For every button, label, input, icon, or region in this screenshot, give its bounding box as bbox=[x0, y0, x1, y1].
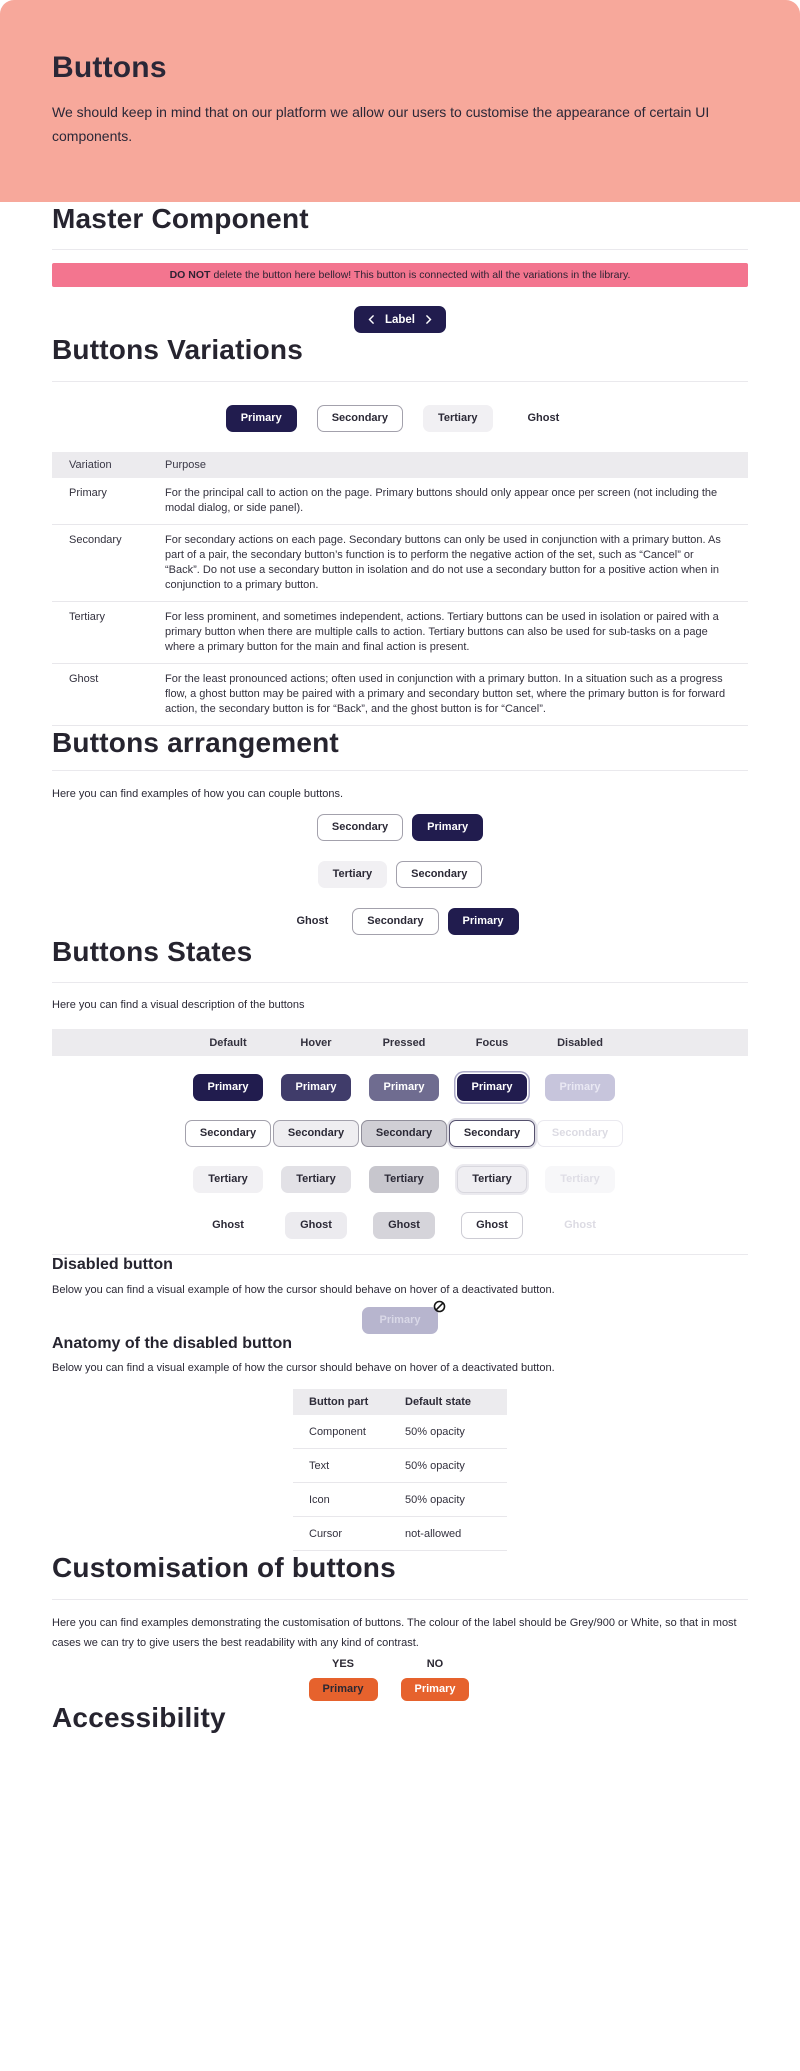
master-button-row bbox=[0, 306, 800, 333]
master-button-label: Label bbox=[384, 313, 416, 326]
customisation-heading: Customisation of buttons bbox=[52, 1552, 396, 1583]
column-header-pressed: Pressed bbox=[382, 1036, 426, 1049]
disabled-button-label: Primary bbox=[379, 1314, 421, 1326]
secondary-disabled-button[interactable]: Secondary bbox=[537, 1120, 623, 1147]
arrangement-row bbox=[318, 861, 483, 888]
not-allowed-cursor-icon bbox=[433, 1300, 446, 1313]
anatomy-description: Below you can find a visual example of how the cursor should behave on hover of a deactivated button. bbox=[52, 1362, 555, 1374]
column-header-disabled: Disabled bbox=[557, 1036, 603, 1049]
arrangement-examples bbox=[0, 814, 800, 935]
secondary-button[interactable]: Secondary bbox=[396, 861, 482, 888]
secondary-states-row bbox=[184, 1120, 800, 1146]
ghost-states-row bbox=[184, 1212, 800, 1238]
ghost-pressed-button[interactable]: Ghost bbox=[373, 1212, 435, 1239]
states-grid bbox=[184, 1074, 800, 1238]
ghost-disabled-button[interactable]: Ghost bbox=[564, 1219, 596, 1231]
arrangement-row bbox=[317, 814, 483, 841]
chevron-left-icon bbox=[367, 315, 376, 324]
variation-cell: Secondary bbox=[69, 534, 122, 546]
divider bbox=[52, 1599, 748, 1600]
purpose-cell: For less prominent, and sometimes independent, actions. Tertiary buttons can be used in isolation or paired with a primary button when there are multiple calls to action. Tertiary buttons can also be used for sub-tasks on a page where a primary button for the main and final action is present. bbox=[165, 611, 719, 653]
purpose-cell: For secondary actions on each page. Secondary buttons can only be used in conjunction with a primary button. As part of a pair, the secondary button’s function is to perform the negative action of the set, such as “Cancel” or “Back”. Do not use a secondary button in isolation and do not use a secondary button for a positive action when in conjunction to a primary button. bbox=[165, 534, 721, 591]
divider bbox=[52, 982, 748, 983]
tertiary-pressed-button[interactable]: Tertiary bbox=[369, 1166, 439, 1193]
purpose-cell: For the principal call to action on the page. Primary buttons should only appear once per screen (not including the modal dialog, or side panel). bbox=[165, 487, 718, 514]
customised-primary-button-bad[interactable]: Primary bbox=[401, 1678, 470, 1701]
tertiary-focus-button[interactable]: Tertiary bbox=[457, 1166, 527, 1193]
arrangement-row bbox=[281, 908, 518, 935]
primary-default-button[interactable]: Primary bbox=[193, 1074, 264, 1101]
disabled-button-description: Below you can find a visual example of how the cursor should behave on hover of a deactivated button. bbox=[52, 1284, 555, 1296]
column-header-default: Default bbox=[209, 1036, 247, 1049]
primary-button[interactable]: Primary bbox=[448, 908, 519, 935]
divider bbox=[52, 381, 748, 382]
do-not-delete-warning bbox=[52, 263, 748, 287]
primary-focus-button[interactable]: Primary bbox=[457, 1074, 528, 1101]
tertiary-default-button[interactable]: Tertiary bbox=[193, 1166, 263, 1193]
customised-primary-button-good[interactable]: Primary bbox=[309, 1678, 378, 1701]
column-header-purpose: Purpose bbox=[165, 459, 206, 471]
secondary-button[interactable]: Secondary bbox=[317, 814, 403, 841]
warning-bold-text: DO NOT bbox=[169, 269, 211, 281]
part-cell: Icon bbox=[309, 1493, 330, 1506]
master-component-heading: Master Component bbox=[52, 203, 309, 234]
state-cell: not-allowed bbox=[405, 1527, 462, 1540]
part-cell: Text bbox=[309, 1459, 330, 1472]
master-label-button[interactable] bbox=[354, 306, 446, 333]
state-cell: 50% opacity bbox=[405, 1459, 465, 1472]
tertiary-hover-button[interactable]: Tertiary bbox=[281, 1166, 351, 1193]
no-label: NO bbox=[426, 1658, 444, 1670]
customisation-description: Here you can find examples demonstrating the customisation of buttons. The colour of the label should be Grey/900 or White, so that in most cases we can try to give users the best readability with any kind of contrast. bbox=[52, 1617, 737, 1649]
buttons-states-heading: Buttons States bbox=[52, 936, 253, 967]
divider bbox=[52, 249, 748, 250]
variation-cell: Tertiary bbox=[69, 611, 106, 623]
hero-banner bbox=[0, 0, 800, 202]
column-header-button-part: Button part bbox=[309, 1396, 369, 1408]
secondary-button[interactable]: Secondary bbox=[317, 405, 403, 432]
yes-label: YES bbox=[332, 1658, 355, 1670]
anatomy-table bbox=[293, 1389, 507, 1551]
page-description: We should keep in mind that on our platform we allow our users to customise the appearance of certain UI components. bbox=[52, 104, 710, 144]
chevron-right-icon bbox=[424, 315, 433, 324]
variation-cell: Primary bbox=[69, 487, 107, 499]
part-cell: Component bbox=[309, 1425, 366, 1438]
anatomy-table-header bbox=[293, 1389, 507, 1415]
no-example bbox=[401, 1658, 470, 1701]
customisation-examples bbox=[0, 1658, 789, 1701]
primary-states-row bbox=[184, 1074, 800, 1100]
primary-pressed-button[interactable]: Primary bbox=[369, 1074, 440, 1101]
disabled-primary-button[interactable] bbox=[362, 1307, 439, 1334]
variation-buttons-row bbox=[0, 405, 800, 432]
primary-button[interactable]: Primary bbox=[226, 405, 297, 432]
primary-button[interactable]: Primary bbox=[412, 814, 483, 841]
column-header-hover: Hover bbox=[300, 1036, 332, 1049]
warning-text: delete the button here bellow! This button is connected with all the variations in the library. bbox=[213, 269, 631, 281]
variations-table bbox=[52, 452, 748, 726]
part-cell: Cursor bbox=[309, 1527, 343, 1540]
secondary-focus-button[interactable]: Secondary bbox=[449, 1120, 535, 1147]
table-row bbox=[293, 1415, 507, 1449]
tertiary-button[interactable]: Tertiary bbox=[423, 405, 493, 432]
variations-table-header bbox=[52, 452, 748, 478]
ghost-button[interactable]: Ghost bbox=[527, 412, 560, 424]
yes-example bbox=[309, 1658, 378, 1701]
tertiary-button[interactable]: Tertiary bbox=[318, 861, 388, 888]
variation-cell: Ghost bbox=[69, 673, 99, 685]
column-header-focus: Focus bbox=[475, 1036, 509, 1049]
disabled-button-heading: Disabled button bbox=[52, 1256, 173, 1273]
disabled-demo-row bbox=[0, 1307, 800, 1334]
state-cell: 50% opacity bbox=[405, 1425, 465, 1438]
column-header-variation: Variation bbox=[69, 459, 112, 471]
states-columns bbox=[184, 1037, 624, 1049]
secondary-button[interactable]: Secondary bbox=[352, 908, 438, 935]
states-description: Here you can find a visual description of the buttons bbox=[52, 999, 305, 1011]
table-row bbox=[293, 1449, 507, 1483]
ghost-hover-button[interactable]: Ghost bbox=[285, 1212, 347, 1239]
ghost-focus-button[interactable]: Ghost bbox=[461, 1212, 523, 1239]
buttons-arrangement-heading: Buttons arrangement bbox=[52, 727, 339, 758]
states-table-header bbox=[52, 1029, 748, 1056]
secondary-default-button[interactable]: Secondary bbox=[185, 1120, 271, 1147]
purpose-cell: For the least pronounced actions; often used in conjunction with a primary button. In a situation such as a progress flow, a ghost button may be paired with a primary and secondary button set, where the primary button is for forward action, the secondary button is for “Back”, and the ghost button is for “Cancel”. bbox=[165, 673, 726, 715]
ghost-button[interactable]: Ghost bbox=[296, 915, 329, 927]
table-row bbox=[52, 525, 748, 602]
divider bbox=[52, 770, 748, 771]
table-row bbox=[52, 664, 748, 726]
tertiary-disabled-button[interactable]: Tertiary bbox=[545, 1166, 615, 1193]
secondary-hover-button[interactable]: Secondary bbox=[273, 1120, 359, 1147]
ghost-default-button[interactable]: Ghost bbox=[212, 1219, 244, 1231]
primary-hover-button[interactable]: Primary bbox=[281, 1074, 352, 1101]
column-header-default-state: Default state bbox=[405, 1396, 472, 1408]
buttons-variations-heading: Buttons Variations bbox=[52, 334, 303, 365]
accessibility-heading: Accessibility bbox=[52, 1702, 226, 1733]
anatomy-heading: Anatomy of the disabled button bbox=[52, 1335, 292, 1352]
table-row bbox=[52, 478, 748, 525]
primary-disabled-button[interactable]: Primary bbox=[545, 1074, 616, 1101]
page-title: Buttons bbox=[52, 51, 167, 84]
table-row bbox=[52, 602, 748, 664]
arrangement-description: Here you can find examples of how you can couple buttons. bbox=[52, 788, 344, 800]
table-row bbox=[293, 1517, 507, 1551]
tertiary-states-row bbox=[184, 1166, 800, 1192]
table-row bbox=[293, 1483, 507, 1517]
state-cell: 50% opacity bbox=[405, 1493, 465, 1506]
secondary-pressed-button[interactable]: Secondary bbox=[361, 1120, 447, 1147]
